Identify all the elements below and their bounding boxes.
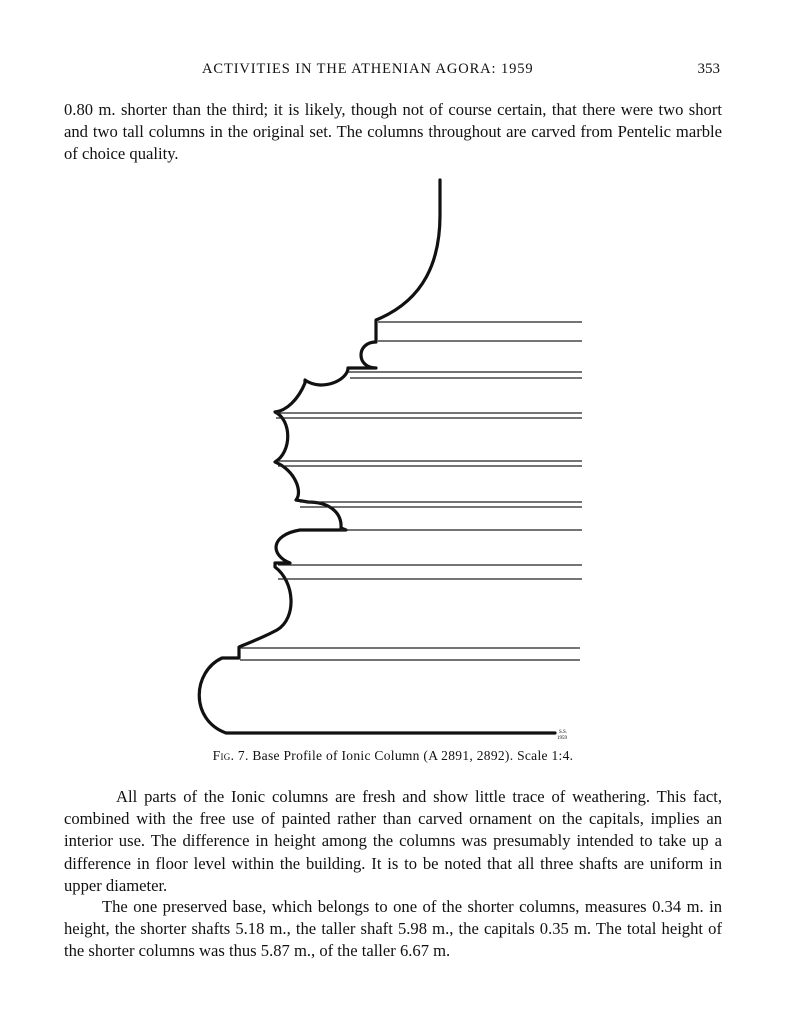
running-title: ACTIVITIES IN THE ATHENIAN AGORA: 1959 [202, 61, 534, 77]
figure-caption-text: Base Profile of Ionic Column (A 2891, 2892). Scale 1:4. [252, 748, 574, 763]
column-base-profile-drawing [190, 172, 600, 750]
figure-caption [64, 748, 722, 764]
paragraph-dimensions: The one preserved base, which belongs to one of the shorter columns, measures 0.34 m. in height, the shorter shafts 5.18 m., the taller shaft 5.98 m., the capitals 0.35 m. The total height of the shorter columns was thus 5.87 m., of the taller 6.67 m. [64, 897, 722, 961]
running-head [64, 61, 722, 83]
figure-label: Fig. 7. [212, 748, 249, 763]
draft-year: 1959 [557, 736, 567, 741]
base-profile-figure [190, 172, 600, 750]
draftsman-initials: S.S. [559, 730, 568, 735]
paragraph-weathering: All parts of the Ionic columns are fresh and show little trace of weathering. This fact, combined with the free use of painted rather than carved ornament on the capitals, implies an interior use. The difference in height among the columns was presumably intended to take up a difference in floor level within the building. It is to be noted that all three shafts are uniform in upper diameter. [64, 787, 722, 895]
paragraph-continuation: 0.80 m. shorter than the third; it is likely, though not of course certain, that there were two short and two tall columns in the original set. The columns throughout are carved from Pentelic marble of choice quality. [64, 100, 722, 164]
page-number: 353 [697, 61, 720, 77]
profile-outline [199, 180, 555, 733]
